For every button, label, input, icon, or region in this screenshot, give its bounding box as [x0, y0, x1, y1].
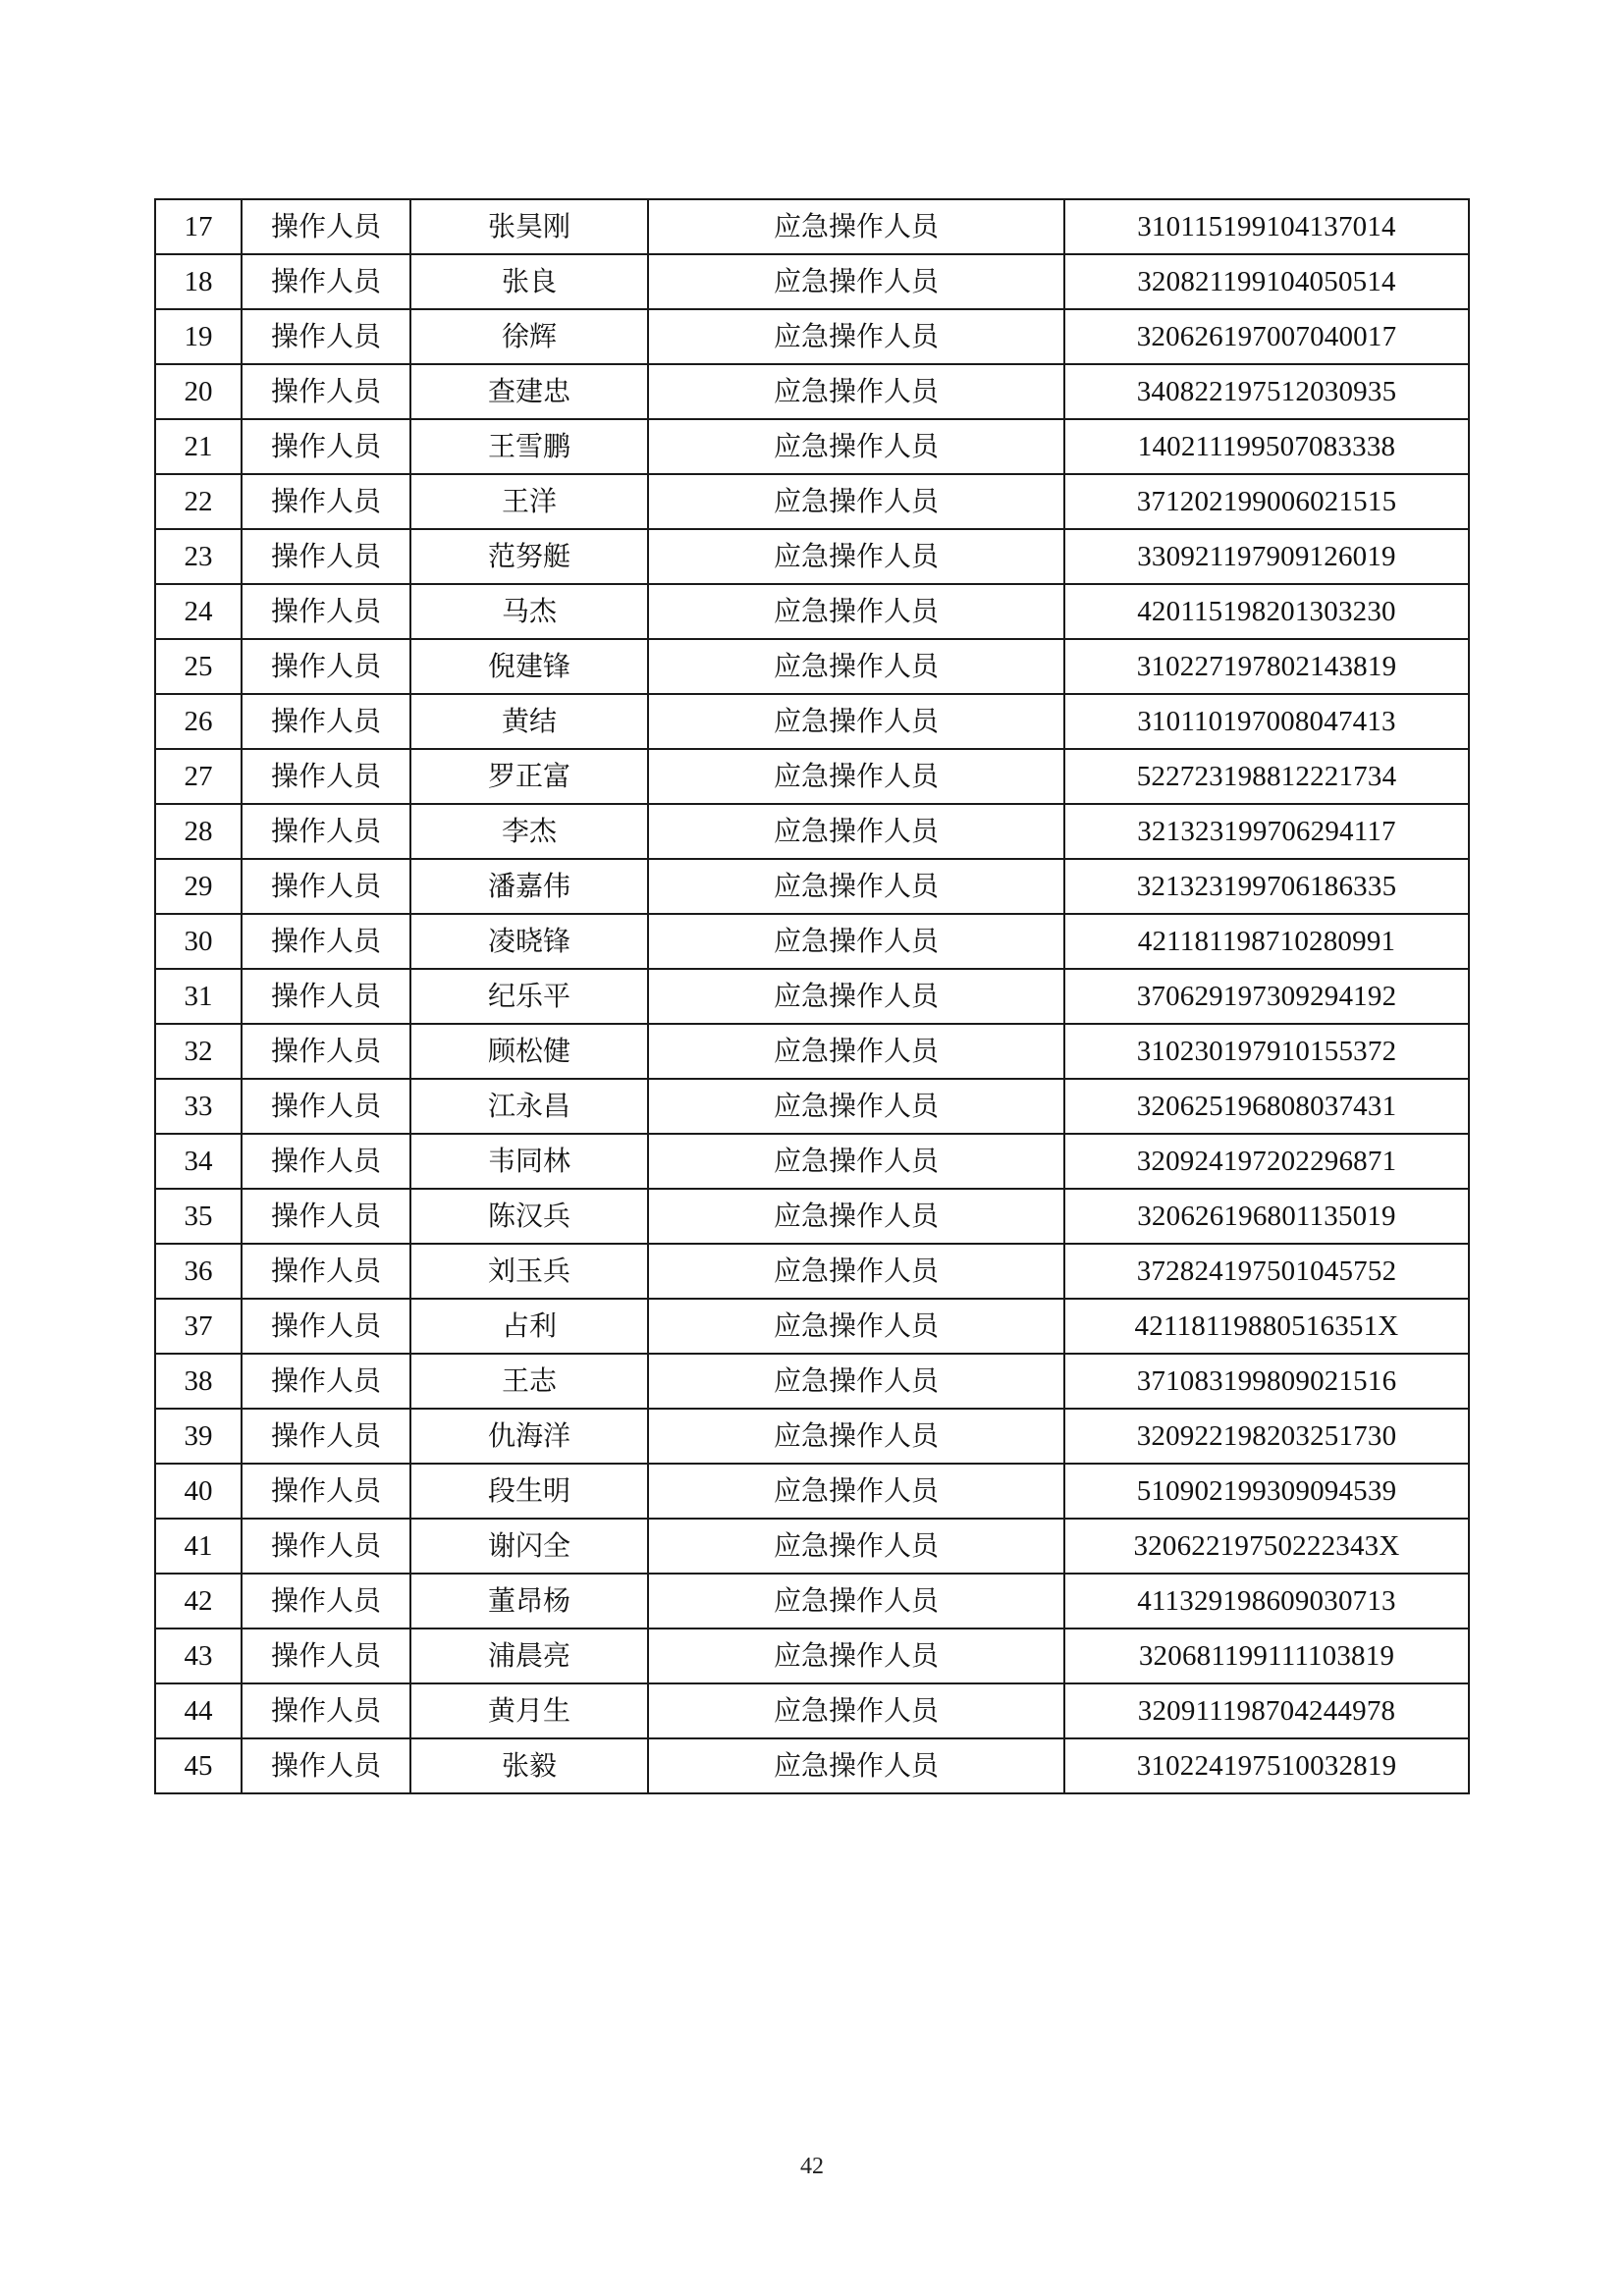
category-cell: 操作人员	[242, 969, 410, 1024]
name-cell: 张昊刚	[410, 199, 648, 254]
name-cell: 张良	[410, 254, 648, 309]
category-cell: 操作人员	[242, 1519, 410, 1574]
id-number-cell: 320626197007040017	[1064, 309, 1469, 364]
id-number-cell: 321323199706294117	[1064, 804, 1469, 859]
id-number-cell: 510902199309094539	[1064, 1464, 1469, 1519]
role-cell: 应急操作人员	[648, 584, 1064, 639]
category-cell: 操作人员	[242, 1189, 410, 1244]
role-cell: 应急操作人员	[648, 1134, 1064, 1189]
row-number-cell: 30	[155, 914, 242, 969]
row-number-cell: 28	[155, 804, 242, 859]
page-number: 42	[800, 2154, 824, 2179]
name-cell: 浦晨亮	[410, 1629, 648, 1683]
role-cell: 应急操作人员	[648, 1354, 1064, 1409]
name-cell: 刘玉兵	[410, 1244, 648, 1299]
id-number-cell: 420115198201303230	[1064, 584, 1469, 639]
category-cell: 操作人员	[242, 419, 410, 474]
role-cell: 应急操作人员	[648, 199, 1064, 254]
row-number-cell: 31	[155, 969, 242, 1024]
row-number-cell: 43	[155, 1629, 242, 1683]
row-number-cell: 23	[155, 529, 242, 584]
id-number-cell: 371083199809021516	[1064, 1354, 1469, 1409]
id-number-cell: 310224197510032819	[1064, 1738, 1469, 1793]
name-cell: 凌晓锋	[410, 914, 648, 969]
role-cell: 应急操作人员	[648, 1079, 1064, 1134]
row-number-cell: 44	[155, 1683, 242, 1738]
row-number-cell: 40	[155, 1464, 242, 1519]
category-cell: 操作人员	[242, 1738, 410, 1793]
name-cell: 占利	[410, 1299, 648, 1354]
row-number-cell: 26	[155, 694, 242, 749]
name-cell: 顾松健	[410, 1024, 648, 1079]
category-cell: 操作人员	[242, 1354, 410, 1409]
category-cell: 操作人员	[242, 639, 410, 694]
row-number-cell: 42	[155, 1574, 242, 1629]
role-cell: 应急操作人员	[648, 639, 1064, 694]
category-cell: 操作人员	[242, 1574, 410, 1629]
name-cell: 段生明	[410, 1464, 648, 1519]
role-cell: 应急操作人员	[648, 254, 1064, 309]
id-number-cell: 320821199104050514	[1064, 254, 1469, 309]
table-row	[155, 309, 1469, 364]
row-number-cell: 45	[155, 1738, 242, 1793]
name-cell: 王洋	[410, 474, 648, 529]
name-cell: 徐辉	[410, 309, 648, 364]
role-cell: 应急操作人员	[648, 529, 1064, 584]
category-cell: 操作人员	[242, 474, 410, 529]
id-number-cell: 371202199006021515	[1064, 474, 1469, 529]
name-cell: 潘嘉伟	[410, 859, 648, 914]
table-row	[155, 694, 1469, 749]
category-cell: 操作人员	[242, 694, 410, 749]
role-cell: 应急操作人员	[648, 1299, 1064, 1354]
category-cell: 操作人员	[242, 1079, 410, 1134]
category-cell: 操作人员	[242, 804, 410, 859]
name-cell: 查建忠	[410, 364, 648, 419]
row-number-cell: 36	[155, 1244, 242, 1299]
id-number-cell: 320922198203251730	[1064, 1409, 1469, 1464]
id-number-cell: 370629197309294192	[1064, 969, 1469, 1024]
name-cell: 董昂杨	[410, 1574, 648, 1629]
row-number-cell: 22	[155, 474, 242, 529]
row-number-cell: 29	[155, 859, 242, 914]
id-number-cell: 140211199507083338	[1064, 419, 1469, 474]
table-row	[155, 1189, 1469, 1244]
category-cell: 操作人员	[242, 1464, 410, 1519]
category-cell: 操作人员	[242, 364, 410, 419]
personnel-table-body	[155, 199, 1469, 1793]
category-cell: 操作人员	[242, 1134, 410, 1189]
row-number-cell: 24	[155, 584, 242, 639]
category-cell: 操作人员	[242, 1629, 410, 1683]
id-number-cell: 320681199111103819	[1064, 1629, 1469, 1683]
role-cell: 应急操作人员	[648, 1738, 1064, 1793]
name-cell: 韦同林	[410, 1134, 648, 1189]
id-number-cell: 310230197910155372	[1064, 1024, 1469, 1079]
row-number-cell: 41	[155, 1519, 242, 1574]
row-number-cell: 27	[155, 749, 242, 804]
role-cell: 应急操作人员	[648, 804, 1064, 859]
role-cell: 应急操作人员	[648, 969, 1064, 1024]
name-cell: 谢闪全	[410, 1519, 648, 1574]
table-row	[155, 1683, 1469, 1738]
name-cell: 倪建锋	[410, 639, 648, 694]
role-cell: 应急操作人员	[648, 364, 1064, 419]
category-cell: 操作人员	[242, 1024, 410, 1079]
role-cell: 应急操作人员	[648, 1189, 1064, 1244]
table-row	[155, 639, 1469, 694]
row-number-cell: 25	[155, 639, 242, 694]
id-number-cell: 340822197512030935	[1064, 364, 1469, 419]
id-number-cell: 42118119880516351X	[1064, 1299, 1469, 1354]
id-number-cell: 310110197008047413	[1064, 694, 1469, 749]
table-row	[155, 1464, 1469, 1519]
row-number-cell: 19	[155, 309, 242, 364]
category-cell: 操作人员	[242, 584, 410, 639]
name-cell: 张毅	[410, 1738, 648, 1793]
name-cell: 李杰	[410, 804, 648, 859]
role-cell: 应急操作人员	[648, 1519, 1064, 1574]
id-number-cell: 522723198812221734	[1064, 749, 1469, 804]
row-number-cell: 18	[155, 254, 242, 309]
role-cell: 应急操作人员	[648, 1024, 1064, 1079]
category-cell: 操作人员	[242, 1683, 410, 1738]
role-cell: 应急操作人员	[648, 419, 1064, 474]
row-number-cell: 39	[155, 1409, 242, 1464]
id-number-cell: 320924197202296871	[1064, 1134, 1469, 1189]
name-cell: 仇海洋	[410, 1409, 648, 1464]
name-cell: 陈汉兵	[410, 1189, 648, 1244]
table-row	[155, 1409, 1469, 1464]
role-cell: 应急操作人员	[648, 859, 1064, 914]
role-cell: 应急操作人员	[648, 694, 1064, 749]
role-cell: 应急操作人员	[648, 749, 1064, 804]
name-cell: 王雪鹏	[410, 419, 648, 474]
role-cell: 应急操作人员	[648, 1574, 1064, 1629]
table-row	[155, 419, 1469, 474]
category-cell: 操作人员	[242, 749, 410, 804]
id-number-cell: 421181198710280991	[1064, 914, 1469, 969]
id-number-cell: 310115199104137014	[1064, 199, 1469, 254]
category-cell: 操作人员	[242, 199, 410, 254]
row-number-cell: 37	[155, 1299, 242, 1354]
id-number-cell: 32062219750222343X	[1064, 1519, 1469, 1574]
id-number-cell: 321323199706186335	[1064, 859, 1469, 914]
row-number-cell: 17	[155, 199, 242, 254]
table-row	[155, 969, 1469, 1024]
table-row	[155, 199, 1469, 254]
row-number-cell: 33	[155, 1079, 242, 1134]
category-cell: 操作人员	[242, 309, 410, 364]
name-cell: 黄结	[410, 694, 648, 749]
role-cell: 应急操作人员	[648, 1244, 1064, 1299]
id-number-cell: 320911198704244978	[1064, 1683, 1469, 1738]
table-row	[155, 1574, 1469, 1629]
id-number-cell: 310227197802143819	[1064, 639, 1469, 694]
name-cell: 罗正富	[410, 749, 648, 804]
name-cell: 纪乐平	[410, 969, 648, 1024]
name-cell: 马杰	[410, 584, 648, 639]
table-row	[155, 254, 1469, 309]
category-cell: 操作人员	[242, 529, 410, 584]
name-cell: 黄月生	[410, 1683, 648, 1738]
table-row	[155, 364, 1469, 419]
name-cell: 范努艇	[410, 529, 648, 584]
row-number-cell: 38	[155, 1354, 242, 1409]
row-number-cell: 32	[155, 1024, 242, 1079]
role-cell: 应急操作人员	[648, 474, 1064, 529]
table-row	[155, 1629, 1469, 1683]
row-number-cell: 34	[155, 1134, 242, 1189]
category-cell: 操作人员	[242, 1409, 410, 1464]
table-row	[155, 584, 1469, 639]
role-cell: 应急操作人员	[648, 1409, 1064, 1464]
row-number-cell: 20	[155, 364, 242, 419]
role-cell: 应急操作人员	[648, 1464, 1064, 1519]
id-number-cell: 320625196808037431	[1064, 1079, 1469, 1134]
table-row	[155, 1299, 1469, 1354]
id-number-cell: 411329198609030713	[1064, 1574, 1469, 1629]
category-cell: 操作人员	[242, 1244, 410, 1299]
table-row	[155, 1024, 1469, 1079]
table-row	[155, 859, 1469, 914]
table-row	[155, 529, 1469, 584]
table-row	[155, 1354, 1469, 1409]
table-row	[155, 749, 1469, 804]
category-cell: 操作人员	[242, 914, 410, 969]
table-row	[155, 474, 1469, 529]
row-number-cell: 21	[155, 419, 242, 474]
table-row	[155, 914, 1469, 969]
row-number-cell: 35	[155, 1189, 242, 1244]
role-cell: 应急操作人员	[648, 914, 1064, 969]
personnel-table	[154, 198, 1470, 1794]
table-row	[155, 1519, 1469, 1574]
name-cell: 王志	[410, 1354, 648, 1409]
category-cell: 操作人员	[242, 1299, 410, 1354]
id-number-cell: 330921197909126019	[1064, 529, 1469, 584]
role-cell: 应急操作人员	[648, 1683, 1064, 1738]
category-cell: 操作人员	[242, 859, 410, 914]
category-cell: 操作人员	[242, 254, 410, 309]
id-number-cell: 320626196801135019	[1064, 1189, 1469, 1244]
role-cell: 应急操作人员	[648, 309, 1064, 364]
table-row	[155, 1738, 1469, 1793]
table-row	[155, 804, 1469, 859]
table-row	[155, 1244, 1469, 1299]
role-cell: 应急操作人员	[648, 1629, 1064, 1683]
id-number-cell: 372824197501045752	[1064, 1244, 1469, 1299]
table-row	[155, 1134, 1469, 1189]
name-cell: 江永昌	[410, 1079, 648, 1134]
table-row	[155, 1079, 1469, 1134]
